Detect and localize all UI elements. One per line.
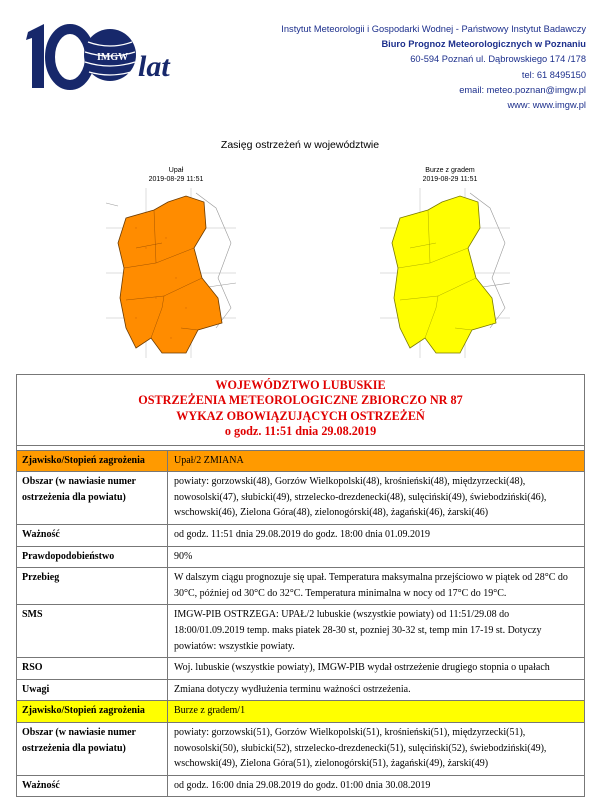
office-website[interactable]: www: www.imgw.pl	[507, 100, 586, 111]
validity-label: Ważność	[17, 525, 168, 546]
course-label: Przebieg	[17, 568, 168, 604]
heading-time: o godz. 11:51 dnia 29.08.2019	[224, 424, 377, 439]
map-date-heat: 2019-08-29 11:51	[148, 176, 204, 183]
imgw-letters: IMGW	[97, 52, 129, 63]
heat-warning-map	[106, 166, 246, 358]
storm-warning-map	[380, 166, 520, 358]
heading-bulletin-number: OSTRZEŻENIA METEOROLOGICZNE ZBIORCZO NR 87	[138, 393, 463, 408]
course-value: W dalszym ciągu prognozuje się upał. Temperatura maksymalna przejściowo w piątek od 28°C do 30°C, później od 30°C do 32°C. Temperatura minimalna w nocy od 17°C do 19°C.	[174, 572, 568, 599]
office-email[interactable]: email: meteo.poznan@imgw.pl	[459, 84, 586, 95]
maps-title: Zasięg ostrzeżeń w województwie	[220, 139, 380, 151]
notes-value: Zmiana dotyczy wydłużenia terminu ważności ostrzeżenia.	[174, 683, 411, 695]
area-value: powiaty: gorzowski(48), Gorzów Wielkopolski(48), krośnieński(48), międzyrzecki(48), nowosolski(47), słubicki(49), strzelecko-drezdenecki(48), sulęciński(49), świebodziński(46), wschowski(46), Zielona Góra(48), zielonogórski(48), żagański(46), żarski(46)	[174, 476, 547, 519]
phenomenon-value-2: Burze z gradem/1	[174, 705, 246, 717]
heading-region: WOJEWÓDZTWO LUBUSKIE	[215, 378, 386, 392]
imgw-100-lat-logo	[22, 22, 182, 92]
area-label: Obszar (w nawiasie numer ostrzeżenia dla powiatu)	[17, 472, 168, 524]
table-row	[17, 604, 584, 657]
table-row	[17, 524, 584, 546]
phenomenon-value: Upał/2 ZMIANA	[174, 454, 244, 466]
phenomenon-label: Zjawisko/Stopień zagrożenia	[17, 451, 168, 472]
map-label-storm: Burze z gradem	[425, 167, 475, 174]
table-row	[17, 450, 584, 472]
table-row	[17, 546, 584, 568]
sms-value: IMGW-PIB OSTRZEGA: UPAŁ/2 lubuskie (wszystkie powiaty) od 11:51/29.08 do 18:00/01.09.2019 temp. maks piatek 28-30 st, pozniej 30-32 st, temp min 17-19 st. Dotyczy powiatów: wszystkie powiaty.	[174, 609, 542, 652]
office-address: 60-594 Poznań ul. Dąbrowskiego 174 /178	[410, 54, 586, 65]
heat-map-graphic	[106, 188, 236, 358]
rso-value: Woj. lubuskie (wszystkie powiaty), IMGW-PIB wydał ostrzeżenie drugiego stopnia o upałach	[174, 662, 550, 674]
table-row	[17, 657, 584, 679]
table-row	[17, 775, 584, 797]
institute-info	[206, 22, 586, 113]
probability-value: 90%	[174, 550, 193, 562]
area-label-2: Obszar (w nawiasie numer ostrzeżenia dla powiatu)	[17, 723, 168, 775]
map-date-storm: 2019-08-29 11:51	[422, 176, 478, 183]
table-row	[17, 471, 584, 524]
phenomenon-label-2: Zjawisko/Stopień zagrożenia	[17, 701, 168, 722]
warnings-table	[16, 374, 585, 797]
probability-label: Prawdopodobieństwo	[17, 547, 168, 568]
table-row	[17, 722, 584, 775]
sms-label: SMS	[17, 605, 168, 657]
storm-map-graphic	[380, 188, 510, 358]
validity-value-2: od godz. 16:00 dnia 29.08.2019 do godz. 01:00 dnia 30.08.2019	[174, 779, 431, 791]
table-row	[17, 567, 584, 604]
map-label-heat: Upał	[168, 167, 184, 174]
institute-name: Instytut Meteorologii i Gospodarki Wodnej - Państwowy Instytut Badawczy	[281, 24, 586, 34]
area-value-2: powiaty: gorzowski(51), Gorzów Wielkopolski(51), krośnieński(51), międzyrzecki(51), nowosolski(50), słubicki(52), strzelecko-drezdenecki(51), sulęciński(52), świebodziński(49), wschowski(49), Zielona Góra(51), zielonogórski(51), żagański(49), żarski(49)	[174, 726, 547, 770]
heading-list: WYKAZ OBOWIĄZUJĄCYCH OSTRZEŻEŃ	[176, 408, 425, 423]
validity-value: od godz. 11:51 dnia 29.08.2019 do godz. 18:00 dnia 01.09.2019	[174, 529, 430, 540]
validity-label-2: Ważność	[17, 776, 168, 797]
table-heading	[17, 375, 584, 446]
table-row	[17, 700, 584, 722]
notes-label: Uwagi	[17, 680, 168, 701]
table-row	[17, 679, 584, 701]
logo-lat-text: lat	[138, 50, 170, 83]
office-phone: tel: 61 8495150	[521, 69, 586, 80]
office-name: Biuro Prognoz Meteorologicznych w Poznaniu	[381, 39, 586, 50]
rso-label: RSO	[17, 658, 168, 679]
